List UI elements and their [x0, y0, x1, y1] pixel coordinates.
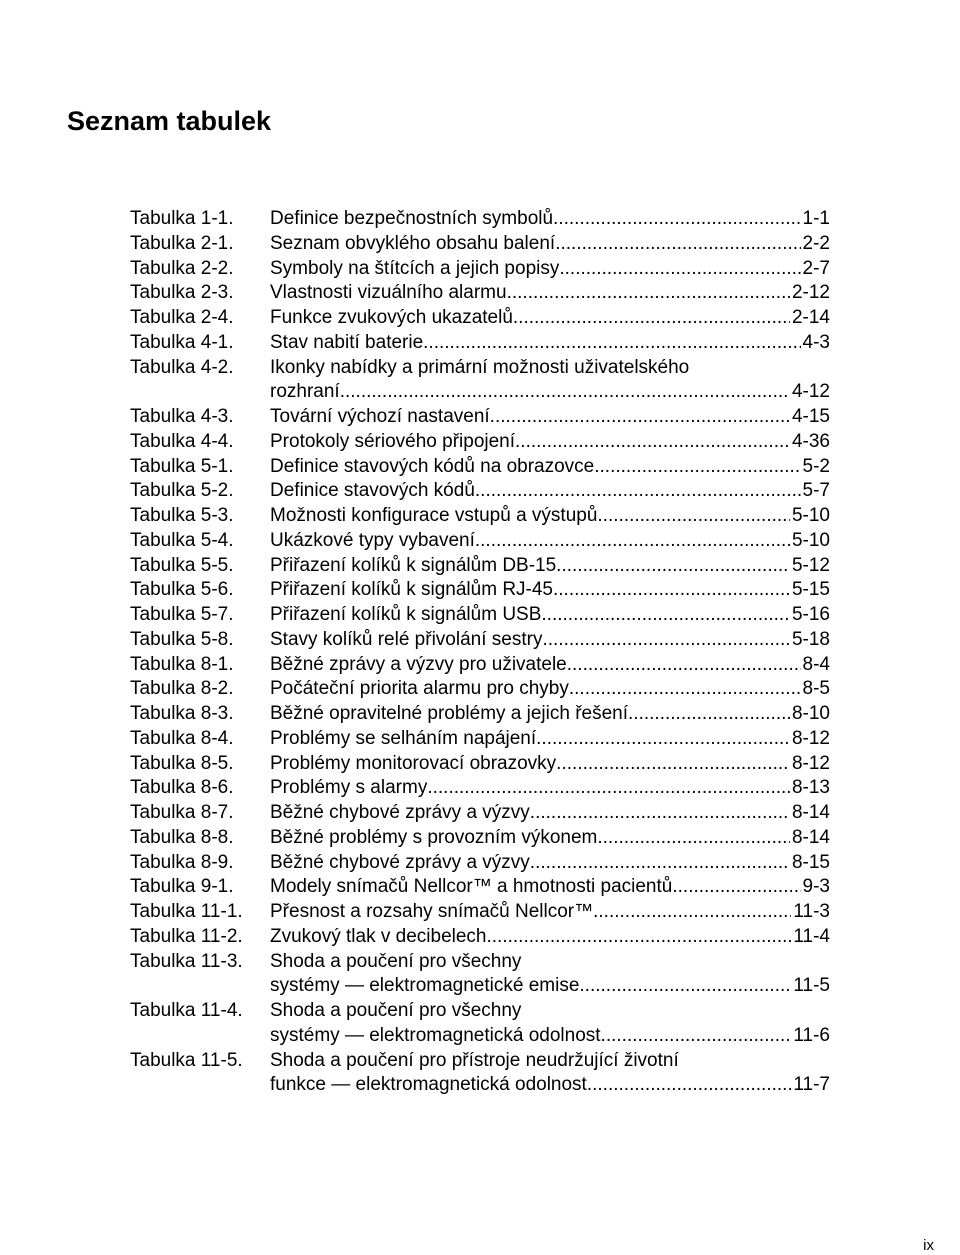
- toc-entry[interactable]: [130, 232, 830, 257]
- page-reference: 11-4: [793, 925, 830, 947]
- page-reference: 8-10: [791, 703, 830, 724]
- toc-entry[interactable]: [130, 653, 830, 678]
- table-title: Běžné chybové zprávy a výzvy: [270, 802, 530, 823]
- toc-entry[interactable]: [130, 1049, 830, 1099]
- table-number: Tabulka 11-4.: [130, 1000, 243, 1021]
- table-number: Tabulka 11-5.: [130, 1049, 243, 1071]
- dot-leader: [427, 776, 790, 801]
- table-title: Běžné problémy s provozním výkonem: [270, 826, 598, 848]
- toc-entry[interactable]: [130, 207, 830, 232]
- table-number: Tabulka 8-9.: [130, 851, 234, 873]
- table-number: Tabulka 8-5.: [130, 752, 234, 774]
- entry-row: [270, 430, 830, 455]
- page-reference: 8-12: [791, 752, 830, 774]
- dot-leader: [515, 430, 790, 455]
- entry-row: [270, 851, 830, 876]
- entry-body: [270, 776, 830, 801]
- table-title: Vlastnosti vizuálního alarmu: [270, 282, 507, 304]
- table-number: Tabulka 5-8.: [130, 628, 234, 650]
- toc-entry[interactable]: [130, 356, 830, 406]
- toc-entry[interactable]: [130, 628, 830, 653]
- table-title: Protokoly sériového připojení: [270, 430, 516, 452]
- page-reference: 1-1: [802, 208, 830, 229]
- dot-leader: [541, 603, 790, 628]
- toc-entry[interactable]: [130, 925, 830, 950]
- toc-entry[interactable]: [130, 677, 830, 702]
- table-title-line: Shoda a poučení pro přístroje neudržující životní: [270, 1049, 679, 1071]
- dot-leader: [597, 826, 790, 851]
- table-of-tables: [130, 207, 830, 1098]
- page-reference: 8-15: [791, 851, 830, 873]
- table-number: Tabulka 2-2.: [130, 257, 234, 279]
- table-title: Symboly na štítcích a jejich popisy: [270, 257, 560, 279]
- page-reference: 2-14: [791, 307, 830, 328]
- entry-body: [270, 900, 830, 925]
- entry-row: [270, 925, 830, 950]
- entry-body: [270, 727, 830, 752]
- page-reference: 9-3: [802, 876, 830, 898]
- table-title: Ukázkové typy vybavení: [270, 529, 475, 551]
- entry-row: [270, 900, 830, 925]
- entry-row: [270, 801, 830, 826]
- entry-row: [270, 331, 830, 356]
- table-title-line: Ikonky nabídky a primární možnosti uživatelského: [270, 356, 690, 378]
- page-reference: 5-18: [791, 628, 830, 650]
- entry-row: [270, 380, 830, 405]
- table-number: Tabulka 2-3.: [130, 282, 234, 304]
- table-number: Tabulka 11-3.: [130, 950, 243, 972]
- table-number: Tabulka 11-2.: [130, 925, 243, 947]
- toc-entry[interactable]: [130, 554, 830, 579]
- page-reference: 2-12: [791, 282, 830, 304]
- table-title-line: Shoda a poučení pro všechny: [270, 1000, 522, 1021]
- entry-row: [270, 232, 830, 257]
- toc-entry[interactable]: [130, 752, 830, 777]
- table-title: Přiřazení kolíků k signálům USB: [270, 604, 542, 625]
- toc-entry[interactable]: [130, 578, 830, 603]
- toc-entry[interactable]: [130, 281, 830, 306]
- entry-body: [270, 306, 830, 331]
- entry-body: [270, 875, 830, 900]
- toc-entry[interactable]: [130, 306, 830, 331]
- page-reference: 5-12: [791, 554, 830, 576]
- toc-entry[interactable]: [130, 851, 830, 876]
- page-reference: 5-15: [791, 579, 830, 601]
- toc-entry[interactable]: [130, 455, 830, 480]
- table-number: Tabulka 5-7.: [130, 604, 234, 625]
- entry-row: [270, 1073, 830, 1098]
- dot-leader: [536, 727, 790, 752]
- entry-body: [270, 207, 830, 232]
- toc-entry[interactable]: [130, 875, 830, 900]
- entry-row: [270, 554, 830, 579]
- table-title: systémy — elektromagnetické emise: [270, 975, 580, 997]
- entry-body: [270, 801, 830, 826]
- table-number: Tabulka 5-4.: [130, 529, 234, 551]
- table-title: Stav nabití baterie: [270, 331, 424, 353]
- table-title: systémy — elektromagnetická odolnost: [270, 1024, 601, 1046]
- entry-row: [270, 405, 830, 430]
- page-reference: 5-10: [791, 529, 830, 551]
- table-number: Tabulka 8-2.: [130, 678, 234, 700]
- page-reference: 5-7: [802, 480, 830, 502]
- dot-leader: [594, 455, 800, 480]
- table-number: Tabulka 5-3.: [130, 505, 234, 526]
- toc-entry[interactable]: [130, 430, 830, 455]
- table-number: Tabulka 4-1.: [130, 331, 234, 353]
- table-number: Tabulka 5-2.: [130, 480, 234, 502]
- table-number: Tabulka 4-2.: [130, 356, 234, 378]
- table-number: Tabulka 8-3.: [130, 703, 234, 724]
- dot-leader: [553, 207, 800, 232]
- table-number: Tabulka 8-4.: [130, 727, 234, 749]
- page-reference: 4-36: [791, 430, 830, 452]
- toc-entry[interactable]: [130, 950, 830, 1000]
- table-number: Tabulka 8-8.: [130, 826, 234, 848]
- entry-body: [270, 603, 830, 628]
- dot-leader: [487, 925, 792, 950]
- entry-row: [270, 974, 830, 999]
- entry-body: [270, 554, 830, 579]
- page-reference: 5-10: [791, 505, 830, 526]
- dot-leader: [530, 801, 790, 826]
- table-number: Tabulka 5-6.: [130, 579, 234, 601]
- dot-leader: [601, 1024, 792, 1049]
- table-number: Tabulka 4-4.: [130, 430, 234, 452]
- entry-row: [270, 207, 830, 232]
- toc-entry[interactable]: [130, 900, 830, 925]
- entry-body: [270, 430, 830, 455]
- page-reference: 11-7: [793, 1074, 830, 1096]
- dot-leader: [579, 974, 791, 999]
- page-reference: 11-3: [793, 901, 830, 922]
- entry-body: [270, 950, 830, 1000]
- page-reference: 11-6: [793, 1024, 830, 1046]
- page-reference: 2-7: [802, 257, 830, 279]
- entry-row: [270, 702, 830, 727]
- table-title: Modely snímačů Nellcor™ a hmotnosti pacientů: [270, 876, 673, 898]
- dot-leader: [530, 851, 790, 876]
- table-number: Tabulka 8-1.: [130, 653, 234, 675]
- table-title: Běžné zprávy a výzvy pro uživatele: [270, 653, 567, 675]
- page-reference: 5-16: [791, 604, 830, 625]
- table-title: rozhraní: [270, 381, 340, 403]
- page-reference: 4-12: [791, 381, 830, 403]
- entry-row: [270, 257, 830, 282]
- dot-leader: [423, 331, 800, 356]
- entry-body: [270, 232, 830, 257]
- entry-body: [270, 653, 830, 678]
- table-title: Funkce zvukových ukazatelů: [270, 307, 513, 328]
- entry-body: [270, 356, 830, 406]
- entry-row: [270, 603, 830, 628]
- dot-leader: [628, 702, 790, 727]
- table-number: Tabulka 8-7.: [130, 802, 234, 823]
- toc-entry[interactable]: [130, 603, 830, 628]
- dot-leader: [593, 900, 791, 925]
- entry-body: [270, 281, 830, 306]
- entry-row: [270, 677, 830, 702]
- dot-leader: [555, 232, 800, 257]
- table-title: Tovární výchozí nastavení: [270, 406, 490, 427]
- page-reference: 8-5: [802, 678, 830, 700]
- table-title: Problémy se selháním napájení: [270, 727, 537, 749]
- table-number: Tabulka 8-6.: [130, 777, 234, 799]
- table-number: Tabulka 5-5.: [130, 554, 234, 576]
- dot-leader: [559, 257, 800, 282]
- toc-entry[interactable]: [130, 702, 830, 727]
- dot-leader: [553, 578, 790, 603]
- dot-leader: [507, 281, 790, 306]
- entry-row: [270, 653, 830, 678]
- entry-body: [270, 257, 830, 282]
- entry-row: [270, 529, 830, 554]
- dot-leader: [567, 653, 801, 678]
- entry-body: [270, 999, 830, 1049]
- dot-leader: [513, 306, 790, 331]
- entry-row: [270, 776, 830, 801]
- dot-leader: [556, 554, 790, 579]
- table-title: Definice bezpečnostních symbolů: [270, 208, 554, 229]
- table-title: Seznam obvyklého obsahu balení: [270, 232, 556, 254]
- page-reference: 8-13: [791, 777, 830, 799]
- dot-leader: [475, 529, 790, 554]
- table-title: Běžné opravitelné problémy a jejich řešení: [270, 703, 629, 724]
- page-reference: 4-15: [791, 406, 830, 427]
- entry-body: [270, 1049, 830, 1099]
- entry-row: [270, 578, 830, 603]
- table-number: Tabulka 2-1.: [130, 232, 234, 254]
- table-title: Definice stavových kódů: [270, 480, 475, 502]
- entry-body: [270, 925, 830, 950]
- entry-body: [270, 455, 830, 480]
- page-reference: 8-4: [802, 653, 830, 675]
- page-reference: 8-14: [791, 826, 830, 848]
- entry-body: [270, 702, 830, 727]
- table-title: Přiřazení kolíků k signálům DB-15: [270, 554, 557, 576]
- toc-entry[interactable]: [130, 826, 830, 851]
- entry-row: [270, 306, 830, 331]
- entry-body: [270, 479, 830, 504]
- table-title: Běžné chybové zprávy a výzvy: [270, 851, 530, 873]
- toc-entry[interactable]: [130, 257, 830, 282]
- table-title: Přiřazení kolíků k signálům RJ-45: [270, 579, 553, 601]
- entry-body: [270, 504, 830, 529]
- entry-row: [270, 826, 830, 851]
- page-reference: 8-14: [791, 802, 830, 823]
- entry-body: [270, 628, 830, 653]
- table-title: Možnosti konfigurace vstupů a výstupů: [270, 505, 598, 526]
- entry-row: [270, 628, 830, 653]
- entry-row: [270, 875, 830, 900]
- table-title-line: Shoda a poučení pro všechny: [270, 950, 522, 972]
- table-number: Tabulka 1-1.: [130, 208, 234, 229]
- toc-entry[interactable]: [130, 801, 830, 826]
- toc-entry[interactable]: [130, 331, 830, 356]
- page-reference: 11-5: [793, 975, 830, 997]
- dot-leader: [542, 628, 790, 653]
- page-number: ix: [923, 1237, 934, 1254]
- table-number: Tabulka 11-1.: [130, 901, 243, 922]
- dot-leader: [475, 479, 801, 504]
- entry-row: [270, 727, 830, 752]
- table-title: Problémy s alarmy: [270, 777, 428, 799]
- toc-entry[interactable]: [130, 999, 830, 1049]
- table-number: Tabulka 9-1.: [130, 876, 234, 898]
- entry-body: [270, 529, 830, 554]
- toc-entry[interactable]: [130, 479, 830, 504]
- entry-row: [270, 281, 830, 306]
- entry-row: [270, 455, 830, 480]
- table-number: Tabulka 5-1.: [130, 455, 234, 477]
- table-title: funkce — elektromagnetická odolnost: [270, 1074, 587, 1096]
- toc-entry[interactable]: [130, 405, 830, 430]
- toc-entry[interactable]: [130, 776, 830, 801]
- table-title: Stavy kolíků relé přivolání sestry: [270, 628, 543, 650]
- dot-leader: [556, 752, 790, 777]
- entry-body: [270, 752, 830, 777]
- table-title: Zvukový tlak v decibelech: [270, 925, 487, 947]
- entry-row: [270, 504, 830, 529]
- dot-leader: [597, 504, 790, 529]
- table-title: Počáteční priorita alarmu pro chyby: [270, 678, 569, 700]
- entry-body: [270, 677, 830, 702]
- toc-entry[interactable]: [130, 529, 830, 554]
- entry-body: [270, 331, 830, 356]
- table-title: Problémy monitorovací obrazovky: [270, 752, 557, 774]
- dot-leader: [587, 1073, 792, 1098]
- toc-entry[interactable]: [130, 504, 830, 529]
- entry-row: [270, 479, 830, 504]
- entry-body: [270, 578, 830, 603]
- entry-body: [270, 826, 830, 851]
- table-number: Tabulka 4-3.: [130, 406, 234, 427]
- table-title: Přesnost a rozsahy snímačů Nellcor™: [270, 901, 594, 922]
- dot-leader: [490, 405, 790, 430]
- entry-row: [270, 752, 830, 777]
- page-title: Seznam tabulek: [67, 106, 272, 136]
- page-reference: 4-3: [802, 331, 830, 353]
- entry-body: [270, 405, 830, 430]
- table-number: Tabulka 2-4.: [130, 307, 234, 328]
- toc-entry[interactable]: [130, 727, 830, 752]
- dot-leader: [672, 875, 800, 900]
- page-reference: 2-2: [802, 232, 830, 254]
- dot-leader: [340, 380, 790, 405]
- table-title: Definice stavových kódů na obrazovce: [270, 455, 595, 477]
- dot-leader: [569, 677, 801, 702]
- page-reference: 8-12: [791, 727, 830, 749]
- entry-body: [270, 851, 830, 876]
- page-reference: 5-2: [802, 455, 830, 477]
- entry-row: [270, 1024, 830, 1049]
